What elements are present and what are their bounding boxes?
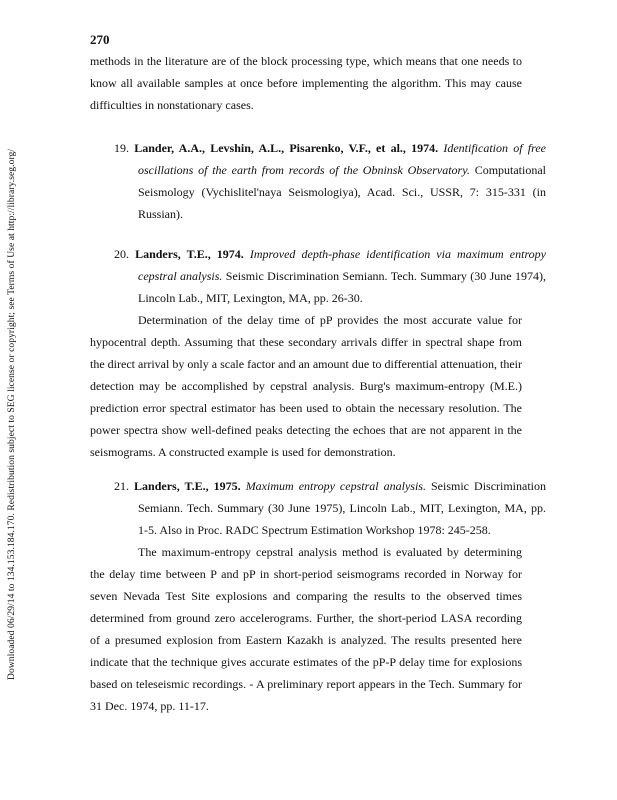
- intro-paragraph: methods in the literature are of the block processing type, which means that one needs to know all available samples at once before implementing the algorithm. This may cause difficulties in nonstationary cases.: [90, 54, 522, 112]
- reference-entry-20: [90, 243, 546, 309]
- reference-entry-21: [90, 475, 546, 541]
- entry-number: 19.: [114, 141, 129, 155]
- entry-source: Computational Seismology (Vychislitel'naya Seismologiya), Acad. Sci., USSR, 7: 315-331 (in Russian).: [138, 163, 547, 221]
- entry-20-abstract: Determination of the delay time of pP provides the most accurate value for hypocentral depth. Assuming that these secondary arrivals differ in spectral shape from the direct arrival by only a scale factor and an amount due to differential attenuation, their detection may be accomplished by cepstral analysis. Burg's maximum-entropy (M.E.) prediction error spectral estimator has been used to obtain the necessary resolution. The power spectra show well-defined peaks detecting the echoes that are not apparent in the seismograms. A constructed example is used for demonstration.: [90, 313, 522, 459]
- reference-entry-19: [90, 137, 546, 225]
- entry-title: Maximum entropy cepstral analysis.: [245, 479, 426, 493]
- entry-number: 20.: [114, 247, 129, 261]
- entry-authors: Lander, A.A., Levshin, A.L., Pisarenko, V.F., et al., 1974.: [134, 141, 439, 155]
- entry-title: Improved depth-phase identification via maximum entropy cepstral analysis.: [138, 247, 546, 283]
- entry-title: Identification of free oscillations of the earth from records of the Obninsk Observatory.: [138, 141, 546, 177]
- entry-authors: Landers, T.E., 1975.: [134, 479, 241, 493]
- entry-authors: Landers, T.E., 1974.: [135, 247, 244, 261]
- entry-source: Seismic Discrimination Semiann. Tech. Summary (30 June 1975), Lincoln Lab., MIT, Lexington, MA, pp. 1-5. Also in Proc. RADC Spectrum Estimation Workshop 1978: 245-258.: [138, 479, 547, 537]
- page-number: 270: [90, 32, 110, 47]
- download-notice-sidebar: [2, 120, 22, 680]
- entry-source: Seismic Discrimination Semiann. Tech. Summary (30 June 1974), Lincoln Lab., MIT, Lexington, MA, pp. 26-30.: [138, 269, 547, 305]
- entry-21-abstract: The maximum-entropy cepstral analysis method is evaluated by determining the delay time between P and pP in short-period seismograms recorded in Norway for seven Nevada Test Site explosions and comparing the results to the observed times determined from ground zero accelerograms. Further, the short-period LASA recording of a presumed explosion from Eastern Kazakh is analyzed. The results presented here indicate that the technique gives accurate estimates of the pP-P delay time for explosions based on teleseismic recordings. - A preliminary report appears in the Tech. Summary for 31 Dec. 1974, pp. 11-17.: [90, 545, 522, 713]
- entry-number: 21.: [114, 479, 129, 493]
- download-notice-text: Downloaded 06/29/14 to 134.153.184.170. Redistribution subject to SEG license or copyright; see Terms of Use at http://library.seg.org/: [6, 148, 17, 680]
